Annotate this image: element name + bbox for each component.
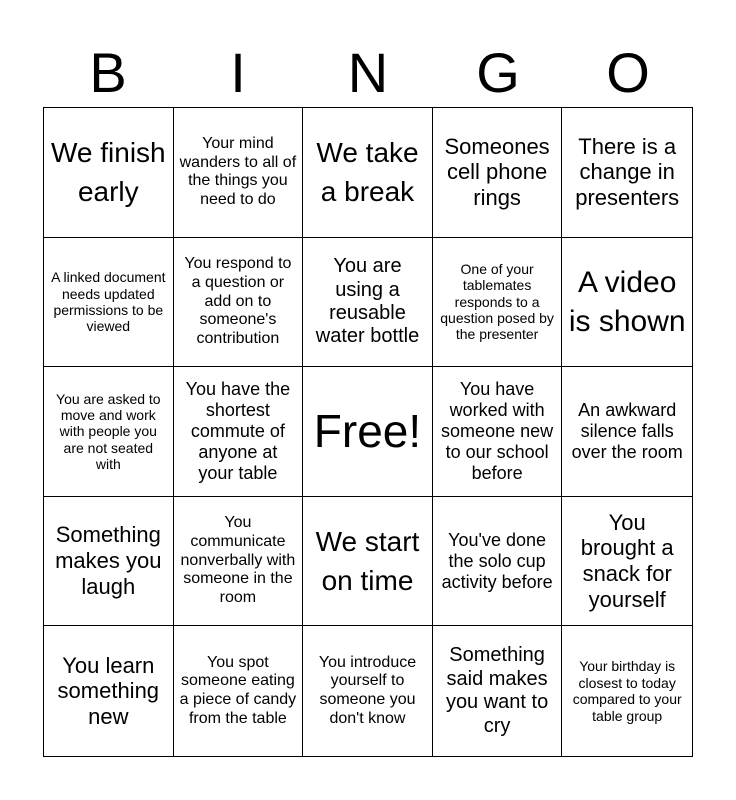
bingo-cell-i2[interactable] — [174, 238, 304, 368]
bingo-cell-b3[interactable] — [44, 367, 174, 497]
bingo-cell-i3[interactable] — [174, 367, 304, 497]
cell-label: Your mind wanders to all of the things you need to do — [179, 134, 297, 209]
cell-label: A video is shown — [568, 265, 686, 338]
bingo-cell-n4[interactable] — [303, 497, 433, 627]
bingo-cell-b4[interactable] — [44, 497, 174, 627]
cell-label: An awkward silence falls over the room — [571, 399, 683, 463]
cell-label: Something makes you laugh — [55, 522, 162, 599]
bingo-cell-b1[interactable] — [44, 108, 174, 238]
cell-label: You have worked with someone new to our school before — [441, 378, 554, 484]
cell-label: You communicate nonverbally with someone in the room — [180, 514, 296, 607]
header-letter-g: G — [476, 41, 520, 104]
cell-label: We take a break — [316, 137, 419, 208]
bingo-cell-g5[interactable] — [433, 626, 563, 756]
cell-label: You've done the solo cup activity before — [441, 529, 553, 592]
cell-label: You learn something new — [57, 652, 160, 730]
bingo-cell-n5[interactable] — [303, 626, 433, 756]
cell-label: One of your tablemates responds to a question posed by the presenter — [440, 260, 554, 343]
bingo-cell-i4[interactable] — [174, 497, 304, 627]
bingo-cell-n1[interactable] — [303, 108, 433, 238]
free-space-label: Free! — [313, 404, 422, 457]
header-letter-i: I — [230, 41, 246, 104]
cell-label: Someones cell phone rings — [444, 133, 550, 211]
bingo-cell-g2[interactable] — [433, 238, 563, 368]
bingo-cell-o2[interactable] — [562, 238, 692, 368]
cell-label: You respond to a question or add on to someone's contribution — [184, 255, 292, 347]
bingo-cell-g3[interactable] — [433, 367, 563, 497]
cell-label: We finish early — [50, 137, 166, 208]
bingo-cell-free[interactable] — [303, 367, 433, 497]
cell-label: There is a change in presenters — [575, 133, 680, 211]
bingo-cell-g1[interactable] — [433, 108, 563, 238]
cell-label: You are using a reusable water bottle — [315, 255, 420, 348]
bingo-header — [43, 40, 693, 106]
bingo-cell-o4[interactable] — [562, 497, 692, 627]
bingo-board — [43, 107, 693, 757]
cell-label: You brought a snack for yourself — [580, 509, 674, 612]
cell-label: Something said makes you want to cry — [445, 644, 549, 737]
bingo-cell-b5[interactable] — [44, 626, 174, 756]
cell-label: We start on time — [315, 525, 420, 597]
cell-label: You have the shortest commute of anyone at your table — [185, 378, 291, 484]
header-letter-b: B — [89, 41, 127, 104]
cell-label: A linked document needs updated permissions to be viewed — [51, 269, 166, 335]
bingo-cell-b2[interactable] — [44, 238, 174, 368]
cell-label: You spot someone eating a piece of candy from the table — [179, 653, 297, 727]
bingo-cell-n2[interactable] — [303, 238, 433, 368]
bingo-cell-i1[interactable] — [174, 108, 304, 238]
header-letter-o: O — [606, 41, 650, 104]
header-letter-n: N — [347, 41, 389, 104]
cell-label: Your birthday is closest to today compared to your table group — [572, 658, 682, 724]
bingo-cell-o3[interactable] — [562, 367, 692, 497]
bingo-cell-o5[interactable] — [562, 626, 692, 756]
bingo-cell-i5[interactable] — [174, 626, 304, 756]
bingo-cell-o1[interactable] — [562, 108, 692, 238]
bingo-cell-g4[interactable] — [433, 497, 563, 627]
cell-label: You introduce yourself to someone you don't know — [318, 653, 417, 727]
cell-label: You are asked to move and work with people you are not seated with — [56, 390, 161, 473]
